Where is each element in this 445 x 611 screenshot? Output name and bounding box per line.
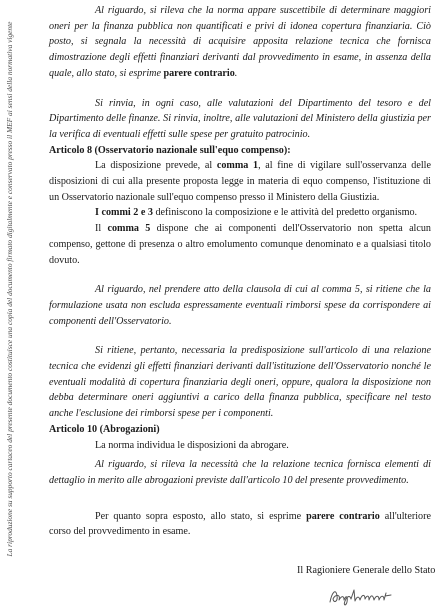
article-8-paragraph-3 — [49, 221, 431, 268]
digital-copy-side-note: La riproduzione su supporto cartaceo del presente documento costituisce una copia del documento firmato digitalmente e conservato presso il MEF ai sensi della normativa vigente — [5, 21, 14, 557]
conclusion-post: all'ulteriore corso del provvedimento in esame. — [49, 510, 431, 538]
article-8-paragraph-1 — [49, 158, 431, 205]
art8-p2-post: definiscono la composizione e le attività del predetto organismo. — [152, 207, 418, 219]
intro-paragraph-1 — [49, 3, 431, 82]
intro-p1-end: . — [234, 67, 238, 79]
signature-stroke — [330, 590, 391, 605]
article-8-paragraph-4: Al riguardo, nel prendere atto della clausola di cui al comma 5, si ritiene che la formulazione usata non escluda espressamente eventuali rimborsi spese da corrispondere ai componenti dell'Osservatorio. — [49, 284, 431, 327]
handwritten-signature — [327, 584, 397, 608]
signatory-title: Il Ragioniere Generale dello Stato — [297, 565, 436, 576]
commi-2-3-emphasis: I commi 2 e 3 — [95, 207, 153, 219]
comma-5-emphasis: comma 5 — [107, 223, 151, 235]
article-10-paragraph-1: La norma individua le disposizioni da abrogare. — [95, 439, 289, 451]
conclusion-paragraph — [49, 509, 431, 540]
intro-paragraph-2: Si rinvia, in ogni caso, alle valutazioni del Dipartimento del tesoro e del Dipartimento delle finanze. Si rinvia, inoltre, alle valutazioni del Ministero della giustizia per la verifica di eventuali effetti sulle spese per gratuito patrocinio. — [49, 97, 431, 140]
parere-contrario-emphasis: parere contrario — [163, 67, 235, 79]
art8-p1-post: , al fine di vigilare sull'osservanza delle disposizioni di cui alla presente proposta legge in materia di equo compenso, l'istituzione di un Osservatorio nazionale sull'equo compenso presso il Ministero della Giustizia. — [49, 160, 431, 203]
article-10-heading: Articolo 10 (Abrogazioni) — [49, 423, 160, 435]
art8-p3-post: dispone che ai componenti dell'Osservatorio non spetta alcun compenso, gettone di presenza o altro emolumento comunque denominato e a qualsiasi titolo dovuto. — [49, 223, 431, 266]
article-8-paragraph-5: Si ritiene, pertanto, necessaria la predisposizione sull'articolo di una relazione tecnica che evidenzi gli effetti finanziari derivanti dall'istituzione dell'Osservatorio nonché le eventuali modalità di copertura finanziaria degli oneri, oppure, qualora la disposizione non debba determinare oneri aggiuntivi a carico della finanza pubblica, specificare nel testo anche l'esclusione dei rimborsi spese per i componenti. — [49, 345, 431, 420]
article-8-heading: Articolo 8 (Osservatorio nazionale sull'equo compenso): — [49, 144, 291, 156]
comma-1-emphasis: comma 1 — [216, 160, 259, 172]
art8-p1-pre: La disposizione prevede, al — [95, 160, 217, 172]
document-body — [49, 3, 431, 540]
conclusion-parere-contrario: parere contrario — [306, 510, 380, 522]
intro-p1-text: Al riguardo, si rileva che la norma appare suscettibile di determinare maggiori oneri per la finanza pubblica non quantificati e privi di idonea copertura finanziaria. Ciò posto, si segnala la necessità di acquisire apposita relazione tecnica che fornisca dimostrazione degli effetti finanziari derivanti dal provvedimento in esame, in assenza della quale, allo stato, si esprime — [49, 5, 431, 79]
article-8-paragraph-2 — [49, 205, 431, 221]
conclusion-pre: Per quanto sopra esposto, allo stato, si esprime — [95, 510, 307, 522]
art8-p3-pre: Il — [95, 223, 108, 235]
article-10-paragraph-2: Al riguardo, si rileva la necessità che la relazione tecnica fornisca elementi di dettaglio in merito alle abrogazioni previste dall'articolo 10 del presente provvedimento. — [49, 459, 431, 486]
